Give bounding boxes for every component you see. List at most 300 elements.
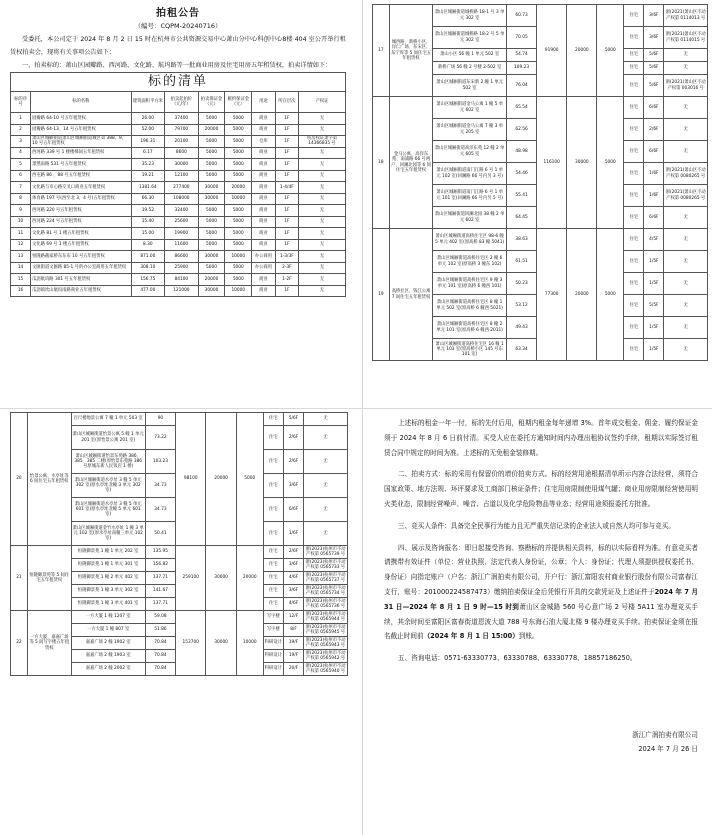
floor: 1F bbox=[275, 147, 298, 159]
unit-area: 63.34 bbox=[506, 339, 536, 361]
group-start-price: 116100 bbox=[537, 97, 567, 229]
property-certificate: 无 bbox=[299, 274, 346, 286]
usage: 商业 bbox=[252, 147, 275, 159]
deposit-deadline: （2024 年 8 月 1 日 15:00） bbox=[423, 632, 519, 641]
unit-address: 一方大厦 1 幢 1207 室 bbox=[71, 611, 145, 624]
registration-text-c: 萧山区金城路 560 号心意广场 2 号楼 5A11 室办理竞买手续，其余时间至富阳区富春街道恩波大道 788 号东海石油大厦北楼 9 楼办理竞买手续。拍卖保证金须在报名截止时间前 bbox=[384, 602, 698, 641]
unit-usage: 住宅 bbox=[624, 251, 644, 273]
unit-floor: 1/5F bbox=[644, 317, 664, 339]
unit-certificate: 无 bbox=[664, 295, 708, 317]
unit-certificate: 无 bbox=[664, 207, 708, 229]
bid-deposit: 5000 bbox=[198, 216, 225, 228]
lot-name: 文化路与市心路交叉口商业五年租赁权 bbox=[31, 182, 132, 194]
unit-address: 萧山区城厢街道水亭址 3 幢 5 单元 302 室(原水亭址北幢 3 单元 302 室) bbox=[71, 474, 145, 498]
performance-deposit: 10000 bbox=[225, 251, 252, 263]
usage: 商业 bbox=[252, 113, 275, 125]
unit-certificate: 无 bbox=[304, 426, 348, 450]
unit-address: 萧山区城厢街道金马公寓 1 幢 5 单元 602 室 bbox=[433, 97, 507, 119]
announcement-page-3 bbox=[0, 410, 356, 835]
lot-list-table bbox=[10, 91, 346, 297]
unit-address: 萧山区城厢街道怡景公寓 5 幢 1 单元 201 室(原怡景公寓 201 室) bbox=[71, 426, 145, 450]
intro-paragraph: 受委托，本公司定于 2024 年 8 月 2 日 15 时在杭州市公共资源交易中心萧山分中心科创中心8楼 404 室公开举行租赁权拍卖会，现将有关事项公告如下： bbox=[10, 36, 346, 56]
area: 15.00 bbox=[131, 228, 165, 240]
unit-area: 54.46 bbox=[506, 163, 536, 185]
lot-list-title: 标的清单 bbox=[10, 72, 346, 91]
floor: 1F bbox=[275, 228, 298, 240]
start-price: 79700 bbox=[165, 124, 199, 136]
group-number: 22 bbox=[11, 611, 28, 676]
start-price: 20100 bbox=[165, 136, 199, 148]
area: 19.21 bbox=[131, 170, 165, 182]
floor: 2-3F bbox=[275, 262, 298, 274]
unit-certificate: 浙(2023)杭州市不动产权第 0565944 号 bbox=[305, 611, 346, 622]
area: 52.00 bbox=[131, 124, 165, 136]
bid-deposit: 5000 bbox=[198, 262, 225, 274]
unit-address: 恒隆御景苑 1 幢 3 单元 401 室 bbox=[71, 598, 145, 611]
group-performance-deposit: 5000 bbox=[597, 5, 624, 97]
unit-floor: 2/6F bbox=[283, 546, 303, 559]
unit-floor: 5/5F bbox=[644, 295, 664, 317]
unit-area: 156.82 bbox=[145, 559, 175, 572]
table-row bbox=[11, 285, 346, 297]
unit-area: 48.98 bbox=[506, 141, 536, 163]
unit-floor: 5/6F bbox=[283, 413, 303, 426]
area: 156.75 bbox=[131, 274, 165, 286]
unit-area: 137.71 bbox=[145, 572, 175, 585]
floor: 1-4/4F bbox=[275, 182, 298, 194]
floor: 1F bbox=[275, 239, 298, 251]
table-row bbox=[373, 97, 708, 119]
unit-address: 萧山区城厢街道高桥住宅区 2 幢 6 单元 102 室(原高桥 3 幢东 102) bbox=[433, 251, 507, 273]
bid-deposit: 5000 bbox=[198, 136, 225, 148]
registration-text-a: 四、展示及咨询报名：即日起接受咨询、察勘标的并提供相关资料，标的以实际看样为准。有意竞买者请携带有效证件（单位：营业执照、法定代表人身份证，公章；个人：身份证；代理人须提供授权委托书、身份证）向指定账户（户名：浙江广润拍卖有限公司，开户行：浙江富阳农村商业银行股份有限公司富春江支行，账号：201000224587473）缴纳拍卖保证金后凭银行开具的交款凭证及上述证件于 bbox=[384, 543, 698, 596]
lot-name: 萧山区城厢街道萧山区城厢街道城区第 388、9、10 号五年租赁权 bbox=[31, 136, 132, 148]
performance-deposit: 5000 bbox=[225, 274, 252, 286]
area: 66.30 bbox=[131, 193, 165, 205]
area: 871.00 bbox=[131, 251, 165, 263]
unit-floor: 6/6F bbox=[644, 141, 664, 163]
usage: 商业 bbox=[252, 193, 275, 205]
group-name: 高桥社区、钱江公寓 7 间住宅五年租赁权 bbox=[389, 229, 433, 361]
usage: 商业 bbox=[252, 228, 275, 240]
lot-number: 14 bbox=[11, 262, 31, 274]
performance-deposit: 5000 bbox=[225, 262, 252, 274]
group-start-price: 91900 bbox=[537, 5, 567, 97]
unit-floor: 6/6F bbox=[283, 498, 303, 522]
usage: 商业 bbox=[252, 274, 275, 286]
bid-deposit: 30000 bbox=[198, 251, 225, 263]
group-name: 恒隆御景苑等 5 间住宅五年租赁权 bbox=[27, 546, 71, 611]
area: 19.52 bbox=[131, 205, 165, 217]
unit-certificate: 浙(2023)杭州市不动产权第 0565942 号 bbox=[305, 650, 346, 661]
floor: 1F bbox=[275, 124, 298, 136]
group-start-price: 77300 bbox=[537, 229, 567, 361]
header-cell: 用途 bbox=[252, 92, 275, 113]
area: 26.00 bbox=[131, 113, 165, 125]
unit-usage: 住宅 bbox=[624, 5, 644, 27]
property-certificate: 无 bbox=[299, 170, 346, 182]
unit-usage: 住宅 bbox=[263, 413, 283, 426]
bid-deposit: 5000 bbox=[198, 205, 225, 217]
unit-floor: 1/6F bbox=[283, 522, 303, 546]
unit-usage: 住宅 bbox=[624, 229, 644, 251]
group-performance-deposit: 10000 bbox=[236, 611, 263, 676]
unit-floor: 5/6F bbox=[644, 75, 664, 97]
unit-usage: 住宅 bbox=[263, 498, 283, 522]
area: 35.23 bbox=[131, 159, 165, 171]
unit-usage: 写字楼 bbox=[263, 624, 283, 637]
performance-deposit: 10000 bbox=[225, 193, 252, 205]
group-bid-deposit: 30000 bbox=[567, 97, 597, 229]
group-bid-deposit: 20000 bbox=[567, 5, 597, 97]
unit-area: 59.08 bbox=[145, 611, 175, 624]
unit-address: 嘉嘉广场 2 幢 1903 室 bbox=[71, 650, 145, 663]
property-certificate: 无 bbox=[299, 147, 346, 159]
unit-floor: 3/6F bbox=[283, 585, 303, 598]
bid-deposit: 30000 bbox=[198, 182, 225, 194]
group-performance-deposit: 5000 bbox=[236, 413, 263, 546]
floor: 1-3/3F bbox=[275, 251, 298, 263]
unit-usage: 住宅 bbox=[624, 27, 644, 49]
lot-number: 10 bbox=[11, 216, 31, 228]
unit-floor: 3/6F bbox=[644, 27, 664, 49]
performance-deposit: 5000 bbox=[225, 170, 252, 182]
unit-area: 70.84 bbox=[145, 650, 175, 663]
bid-deposit: 5000 bbox=[198, 159, 225, 171]
unit-usage: 科研设计 bbox=[263, 637, 283, 650]
unit-area: 60.73 bbox=[506, 5, 536, 27]
unit-usage: 住宅 bbox=[624, 62, 644, 75]
lot-number: 12 bbox=[11, 239, 31, 251]
table-row bbox=[11, 113, 346, 125]
unit-address: 萧山区城厢街道高桥住宅区 98-6 幢 5 单元 402 室(原高桥 83 幢 5041) bbox=[433, 229, 507, 251]
property-certificate: 杭房权证萧字第 14366835 号 bbox=[299, 136, 346, 148]
bidder-conditions-paragraph: 三、竞买人条件：具备完全民事行为能力且无严重失信记录的企业法人或自然人均可参与竞买。 bbox=[398, 521, 675, 530]
lot-number: 15 bbox=[11, 274, 31, 286]
table-row bbox=[11, 205, 346, 217]
start-price: 108000 bbox=[165, 193, 199, 205]
header-cell: 建筑面积平方米 bbox=[131, 92, 165, 113]
lot-name: 文化路 69 号 1 楼五年租赁权 bbox=[31, 239, 132, 251]
unit-floor: 2/6F bbox=[283, 426, 303, 450]
lot-name: 西河路 220 号五年租赁权 bbox=[31, 205, 132, 217]
unit-area: 73.22 bbox=[145, 426, 175, 450]
area: 477.00 bbox=[131, 285, 165, 297]
unit-certificate: 浙(2023)杭州市不动产权第 0565734 号 bbox=[305, 585, 346, 596]
unit-floor: 1/6F bbox=[644, 185, 664, 207]
property-certificate: 无 bbox=[299, 251, 346, 263]
unit-area: 53.12 bbox=[506, 295, 536, 317]
area: 308.10 bbox=[131, 262, 165, 274]
header-cell: 所在层次 bbox=[275, 92, 298, 113]
table-row bbox=[11, 413, 348, 426]
table-row bbox=[11, 147, 346, 159]
header-cell: 标的序号 bbox=[11, 92, 31, 113]
property-certificate: 无 bbox=[299, 124, 346, 136]
unit-address: 萧山区城厢街道东宋新 2 幢 1 单元 502 室 bbox=[433, 75, 507, 97]
group-number: 19 bbox=[373, 229, 390, 361]
usage: 办公商用 bbox=[252, 262, 275, 274]
unit-certificate: 无 bbox=[304, 450, 348, 474]
unit-certificate: 浙(2023)杭州市不动产权第 0565945 号 bbox=[305, 624, 346, 635]
unit-address: 恒隆御景苑 1 幢 1 单元 301 室 bbox=[71, 559, 145, 572]
unit-area: 76.04 bbox=[506, 75, 536, 97]
unit-certificate: 无 bbox=[664, 229, 708, 251]
floor: 1F bbox=[275, 205, 298, 217]
floor: 1F bbox=[275, 136, 298, 148]
group-performance-deposit: 5000 bbox=[597, 97, 624, 229]
header-cell: 产权证 bbox=[299, 92, 346, 113]
performance-deposit: 5000 bbox=[225, 136, 252, 148]
group-start-price: 259100 bbox=[176, 546, 206, 611]
bid-deposit: 30000 bbox=[198, 193, 225, 205]
registration-period: 2024 年 7 月 31 日—2024 年 8 月 1 日 9 时—15 时到 bbox=[384, 587, 698, 611]
group-number: 20 bbox=[11, 413, 28, 546]
unit-area: 51.86 bbox=[145, 624, 175, 637]
start-price: 11600 bbox=[165, 239, 199, 251]
unit-address: 萧山区城厢街道城桥路 18-1 号 3 单元 302 室 bbox=[433, 5, 507, 27]
unit-certificate: 无 bbox=[664, 141, 708, 163]
lot-number: 6 bbox=[11, 170, 31, 182]
floor: 1F bbox=[275, 170, 298, 182]
usage: 商业 bbox=[252, 159, 275, 171]
unit-certificate: 浙(2023)杭州市不动产权第 0565940 号 bbox=[305, 663, 346, 674]
start-price: 277400 bbox=[165, 182, 199, 194]
lot-intro-paragraph: 一、拍卖标的：萧山区园瓣路、西河路、文化路、航坞路等一批商业用房及住宅用房五年租赁权，拍卖详情如下： bbox=[22, 62, 332, 69]
table-row bbox=[11, 546, 348, 559]
lot-number: 11 bbox=[11, 228, 31, 240]
area: 15.40 bbox=[131, 216, 165, 228]
unit-area: 50.23 bbox=[506, 273, 536, 295]
table-row bbox=[11, 239, 346, 251]
registration-text-e: 到账。 bbox=[518, 632, 539, 641]
table-row bbox=[11, 124, 346, 136]
unit-address: 萧山区城厢街道怡景东苑路 386、385、385 二楼(原怡景东苑路 386 号原城东新人民饭店 1 楼) bbox=[71, 450, 145, 474]
page-divider-horizontal bbox=[0, 408, 712, 409]
unit-usage: 住宅 bbox=[624, 49, 644, 62]
document-title: 拍租公告 bbox=[156, 8, 200, 19]
group-start-price: 153700 bbox=[176, 611, 206, 676]
group-start-price: 98100 bbox=[176, 413, 206, 546]
unit-certificate: 无 bbox=[664, 317, 708, 339]
unit-floor: 19/F bbox=[283, 650, 303, 663]
unit-area: 50.41 bbox=[145, 522, 175, 546]
unit-usage: 住宅 bbox=[263, 572, 283, 585]
table-row bbox=[11, 216, 346, 228]
unit-certificate: 无 bbox=[664, 119, 708, 141]
unit-certificate: 无 bbox=[664, 97, 708, 119]
table-row bbox=[11, 251, 346, 263]
usage: 仓库 bbox=[252, 136, 275, 148]
start-price: 25900 bbox=[165, 262, 199, 274]
lot-name: 文化路 81 号 1 楼五年租赁权 bbox=[31, 228, 132, 240]
unit-area: 49.43 bbox=[506, 317, 536, 339]
group-number: 17 bbox=[373, 5, 390, 97]
area: 8.30 bbox=[131, 239, 165, 251]
lot-number: 8 bbox=[11, 193, 31, 205]
unit-area: 90 bbox=[145, 413, 175, 426]
unit-address: 一方大厦 1 幢 807 室 bbox=[71, 624, 145, 637]
performance-deposit: 5000 bbox=[225, 228, 252, 240]
unit-area: 70.84 bbox=[145, 637, 175, 650]
group-bid-deposit: 30000 bbox=[206, 546, 236, 611]
floor: 1F bbox=[275, 113, 298, 125]
unit-area: 34.73 bbox=[145, 474, 175, 498]
group-name: 一方大厦、嘉嘉广场等 5 间写字楼五年租赁权 bbox=[27, 611, 71, 676]
unit-usage: 住宅 bbox=[624, 339, 644, 361]
group-number: 18 bbox=[373, 97, 390, 229]
header-cell: 拍卖起拍价（元/年） bbox=[165, 92, 199, 113]
start-price: 30000 bbox=[165, 159, 199, 171]
unit-area: 137.71 bbox=[145, 598, 175, 611]
grouped-lot-table-a bbox=[372, 4, 708, 361]
start-price: 12100 bbox=[165, 170, 199, 182]
unit-floor: 1/5F bbox=[644, 273, 664, 295]
unit-usage: 住宅 bbox=[624, 185, 644, 207]
header-cell: 拍卖保证金（元） bbox=[198, 92, 225, 113]
unit-floor: 6/6F bbox=[644, 207, 664, 229]
unit-address: 嘉嘉广场 2 幢 1902 室 bbox=[71, 637, 145, 650]
usage: 商业 bbox=[252, 205, 275, 217]
unit-usage: 住宅 bbox=[263, 585, 283, 598]
lot-name: 体育路 197 号(西至北 3、4 号)五年租赁权 bbox=[31, 193, 132, 205]
contact-paragraph: 五、咨询电话：0571-63330773、63330788、63330778、18857186250。 bbox=[398, 654, 637, 663]
area: 196.31 bbox=[131, 136, 165, 148]
page-divider-vertical bbox=[362, 0, 363, 835]
lot-name: 萧然南路 531 号五年租赁权 bbox=[31, 159, 132, 171]
unit-certificate: 浙(2023)杭州市不动产权第 0565733 号 bbox=[305, 559, 346, 570]
header-cell: 标的名称 bbox=[31, 92, 132, 113]
start-price: 37400 bbox=[165, 113, 199, 125]
unit-area: 61.51 bbox=[506, 251, 536, 273]
unit-usage: 写字楼 bbox=[263, 611, 283, 624]
lot-number: 2 bbox=[11, 124, 31, 136]
unit-floor: 1/6F bbox=[644, 163, 664, 185]
bid-deposit: 20000 bbox=[198, 274, 225, 286]
lot-number: 13 bbox=[11, 251, 31, 263]
unit-address: 萧山区城厢街道金马公寓 7 幢 3 单元 205 室 bbox=[433, 119, 507, 141]
unit-area: 141.67 bbox=[145, 585, 175, 598]
group-name: 怡景公寓、水亭址等 6 间住宅五年租赁权 bbox=[27, 413, 71, 546]
unit-certificate: 无 bbox=[664, 49, 708, 62]
property-certificate: 无 bbox=[299, 182, 346, 194]
unit-certificate: 无 bbox=[304, 522, 348, 546]
unit-address: 恒隆御景苑 1 幢 3 单元 302 室 bbox=[71, 585, 145, 598]
lot-number: 3 bbox=[11, 136, 31, 148]
table-row bbox=[11, 170, 346, 182]
bid-deposit: 20000 bbox=[198, 124, 225, 136]
property-certificate: 无 bbox=[299, 228, 346, 240]
table-row bbox=[11, 159, 346, 171]
unit-usage: 科研设计 bbox=[263, 663, 283, 676]
start-price: 8600 bbox=[165, 147, 199, 159]
floor: 1F bbox=[275, 159, 298, 171]
usage: 商业 bbox=[252, 182, 275, 194]
unit-address: 萧山区城厢街道金竹水亭址 1 幢 3 单元 102 室(原水亭址南幢三单元 102 室) bbox=[71, 522, 145, 546]
bid-deposit: 30000 bbox=[198, 285, 225, 297]
unit-area: 65.54 bbox=[506, 97, 536, 119]
company-signature: 浙江广润拍卖有限公司 bbox=[632, 730, 698, 739]
unit-floor: 3/6F bbox=[644, 5, 664, 27]
area: 6.17 bbox=[131, 147, 165, 159]
property-certificate: 无 bbox=[299, 262, 346, 274]
unit-usage: 住宅 bbox=[624, 75, 644, 97]
start-price: 19900 bbox=[165, 228, 199, 240]
group-performance-deposit: 5000 bbox=[597, 229, 624, 361]
unit-area: 55.41 bbox=[506, 185, 536, 207]
table-row bbox=[11, 274, 346, 286]
unit-certificate: 浙(2021)萧山区不动产权第 0080265 号 bbox=[664, 185, 708, 207]
performance-deposit: 20000 bbox=[225, 182, 252, 194]
lot-number: 4 bbox=[11, 147, 31, 159]
unit-usage: 住宅 bbox=[624, 163, 644, 185]
usage: 商业 bbox=[252, 216, 275, 228]
unit-certificate: 浙(2023)杭州市不动产权第 0565736 号 bbox=[305, 598, 346, 609]
signature-date: 2024 年 7 月 26 日 bbox=[638, 744, 698, 753]
unit-floor: 5/6F bbox=[644, 49, 664, 62]
unit-address: 萧山区城厢街道高桥住宅区 8 幢 1 单元 502 室(原高桥 6 幢西 5021) bbox=[433, 295, 507, 317]
lot-list-header-row bbox=[11, 92, 346, 113]
unit-floor: 6/6F bbox=[644, 97, 664, 119]
unit-certificate: 无 bbox=[664, 339, 708, 361]
table-row bbox=[11, 611, 348, 624]
property-certificate: 无 bbox=[299, 285, 346, 297]
group-name: 金马公寓、高洋东苑、南浦路 66 号两户、回澜北园等 6 间住宅五年租赁权 bbox=[389, 97, 433, 229]
unit-usage: 住宅 bbox=[624, 295, 644, 317]
unit-certificate: 浙(2021)萧山区不动产权第 0080265 号 bbox=[664, 163, 708, 185]
rent-terms-paragraph: 上述标的租金一年一付，标的先付后用，租期内租金每年递增 3%。首年成交租金、佣金、履约保证金须于 2024 年 8 月 6 日前付清。买受人应在委托方通知时间内办理出租协议签约手续，租期以实际签订租赁合同中规定的时间为准。上述标的无免租金装修期。 bbox=[384, 419, 698, 457]
group-bid-deposit: 20000 bbox=[206, 413, 236, 546]
unit-address: 恒隆御景苑 1 幢 1 单元 202 室 bbox=[71, 546, 145, 559]
performance-deposit: 10000 bbox=[225, 285, 252, 297]
unit-floor: 12/F bbox=[283, 611, 303, 624]
unit-floor: 1/5F bbox=[644, 251, 664, 273]
floor: 1F bbox=[275, 285, 298, 297]
lot-number: 7 bbox=[11, 182, 31, 194]
unit-usage: 住宅 bbox=[263, 522, 283, 546]
unit-area: 70.05 bbox=[506, 27, 536, 49]
unit-usage: 住宅 bbox=[624, 317, 644, 339]
lot-name: 文匯街道文匯路 85-1 号的办公室商用五年租赁权 bbox=[31, 262, 132, 274]
unit-usage: 住宅 bbox=[263, 546, 283, 559]
unit-address: 萧山区城厢街道高桥住宅区 9 幢 3 单元 101 室(原高桥 6 幢西 101) bbox=[433, 273, 507, 295]
unit-usage: 科研设计 bbox=[263, 650, 283, 663]
unit-certificate: 无 bbox=[664, 62, 708, 75]
start-price: 121000 bbox=[165, 285, 199, 297]
lot-name: 园瓣路 64-10 号五年租赁权 bbox=[31, 113, 132, 125]
usage: 商业 bbox=[252, 170, 275, 182]
bid-deposit: 5000 bbox=[198, 239, 225, 251]
usage: 办公商用 bbox=[252, 251, 275, 263]
unit-area: 70.84 bbox=[145, 663, 175, 676]
unit-area: 135.95 bbox=[145, 546, 175, 559]
unit-usage: 住宅 bbox=[624, 119, 644, 141]
group-number: 21 bbox=[11, 546, 28, 611]
announcement-page-2 bbox=[368, 0, 712, 408]
property-certificate: 无 bbox=[299, 193, 346, 205]
unit-area: 103.23 bbox=[145, 450, 175, 474]
lot-number: 1 bbox=[11, 113, 31, 125]
usage: 商业 bbox=[252, 285, 275, 297]
lot-number: 9 bbox=[11, 205, 31, 217]
unit-usage: 住宅 bbox=[624, 97, 644, 119]
performance-deposit: 5000 bbox=[225, 216, 252, 228]
lot-name: 西屯路 86 、88 号五年租赁权 bbox=[31, 170, 132, 182]
unit-address: 萧山区城厢街道城桥路 18-2 号 5 单元 302 室 bbox=[433, 27, 507, 49]
property-certificate: 无 bbox=[299, 239, 346, 251]
auction-method-paragraph: 二、拍卖方式：标的采用有保留价的增价拍卖方式。标的经营用途根据清单所示内容合法经营，须符合国家政策、地方法规、环评要求及工商部门核证条件；住宅用房限制使用煤气罐；商业用房限制经营使用明火类业态，限制经营噪声、噪音、占道以及化学危险物品等业态；经营用途须报委托方批准。 bbox=[384, 470, 698, 508]
performance-deposit: 5000 bbox=[225, 159, 252, 171]
